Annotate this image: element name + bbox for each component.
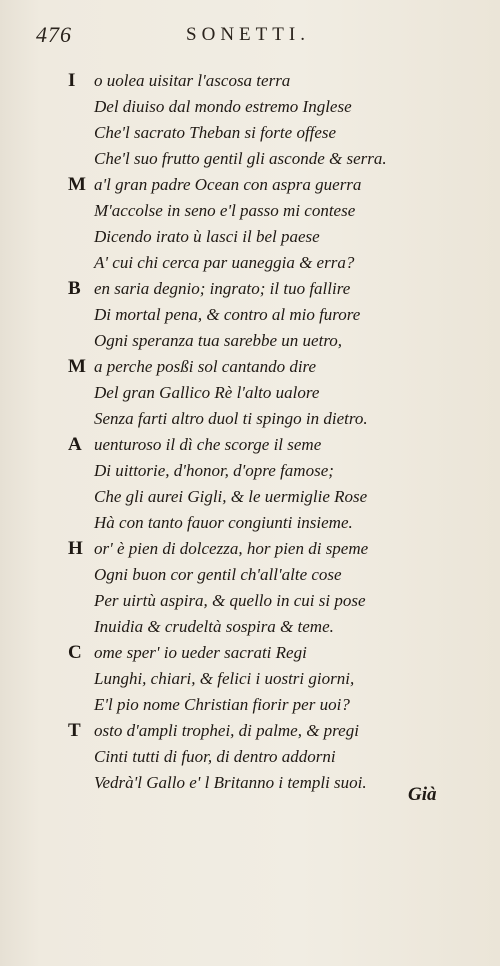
stanza-initial: A: [68, 434, 82, 455]
verse-line: [70, 718, 450, 744]
verse-line: [70, 484, 450, 510]
verse-line: [70, 94, 450, 120]
verse-line: [70, 640, 450, 666]
verse-text: E'l pio nome Christian fiorir per uoi?: [94, 695, 350, 714]
verse-text: Inuidia & crudeltà sospira & teme.: [94, 617, 334, 636]
stanza-initial: B: [68, 278, 81, 299]
verse-text: o uolea uisitar l'ascosa terra: [94, 71, 291, 90]
verse-line: [70, 198, 450, 224]
verse-line: [70, 276, 450, 302]
verse-line: [70, 224, 450, 250]
verse-line: [70, 120, 450, 146]
stanza-initial: I: [68, 70, 76, 91]
verse-text: Che'l sacrato Theban si forte offese: [94, 123, 337, 142]
running-head: [36, 18, 460, 48]
verse-text: Senza farti altro duol ti spingo in dietro.: [94, 409, 368, 428]
verse-text: Cinti tutti di fuor, di dentro addorni: [94, 747, 336, 766]
verse-text: Ogni speranza tua sarebbe un uetro,: [94, 331, 343, 350]
verse-line: [70, 68, 450, 94]
verse-line: [70, 536, 450, 562]
sonnet-1: [70, 68, 450, 432]
verse-text: Che gli aurei Gigli, & le uermiglie Rose: [94, 487, 368, 506]
verse-line: [70, 328, 450, 354]
verse-text: A' cui chi cerca par uaneggia & erra?: [94, 253, 355, 272]
verse-line: [70, 354, 450, 380]
verse-text: Di mortal pena, & contro al mio furore: [94, 305, 361, 324]
stanza-initial: T: [68, 720, 81, 741]
verse-text: Dicendo irato ù lasci il bel paese: [94, 227, 320, 246]
verse-line: [70, 562, 450, 588]
verse-text: a'l gran padre Ocean con aspra guerra: [94, 175, 362, 194]
verse-line: [70, 666, 450, 692]
verse-line: [70, 458, 450, 484]
verse-text: Di uittorie, d'honor, d'opre famose;: [94, 461, 334, 480]
verse-text: osto d'ampli trophei, di palme, & pregi: [94, 721, 359, 740]
page-number: 476: [36, 22, 72, 47]
verse-text: Del diuiso dal mondo estremo Inglese: [94, 97, 352, 116]
verse-text: ome sper' io ueder sacrati Regi: [94, 643, 307, 662]
verse-line: [70, 302, 450, 328]
verse-text: en saria degnio; ingrato; il tuo fallire: [94, 279, 351, 298]
verse-text: Che'l suo frutto gentil gli asconde & serra.: [94, 149, 387, 168]
verse-line: [70, 172, 450, 198]
verse-text: Ogni buon cor gentil ch'all'alte cose: [94, 565, 342, 584]
stanza-initial: H: [68, 538, 83, 559]
verse-text: Del gran Gallico Rè l'alto ualore: [94, 383, 320, 402]
verse-line: [70, 406, 450, 432]
verse-line: [70, 614, 450, 640]
verse-line: [70, 432, 450, 458]
verse-line: [70, 588, 450, 614]
verse-line: [70, 146, 450, 172]
verse-text: Hà con tanto fauor congiunti insieme.: [94, 513, 353, 532]
verse-line: [70, 250, 450, 276]
page-title: SONETTI.: [186, 24, 310, 45]
verse-text: Per uirtù aspira, & quello in cui si pose: [94, 591, 366, 610]
verse-line: [70, 770, 450, 796]
verse-line: [70, 744, 450, 770]
verse-text: Lunghi, chiari, & felici i uostri giorni,: [94, 669, 355, 688]
stanza-initial: M: [68, 174, 86, 195]
verse-text: uenturoso il dì che scorge il seme: [94, 435, 322, 454]
verse-line: [70, 510, 450, 536]
verse-line: [70, 380, 450, 406]
catchword: Già: [408, 784, 437, 805]
stanza-initial: C: [68, 642, 82, 663]
verse-line: [70, 692, 450, 718]
stanza-initial: M: [68, 356, 86, 377]
verse-text: a perche posßi sol cantando dire: [94, 357, 317, 376]
verse-text: or' è pien di dolcezza, hor pien di speme: [94, 539, 369, 558]
verse-text: Vedrà'l Gallo e' l Britanno i templi suoi.: [94, 773, 367, 792]
verse-text: M'accolse in seno e'l passo mi contese: [94, 201, 356, 220]
sonnet-2: [70, 432, 450, 796]
